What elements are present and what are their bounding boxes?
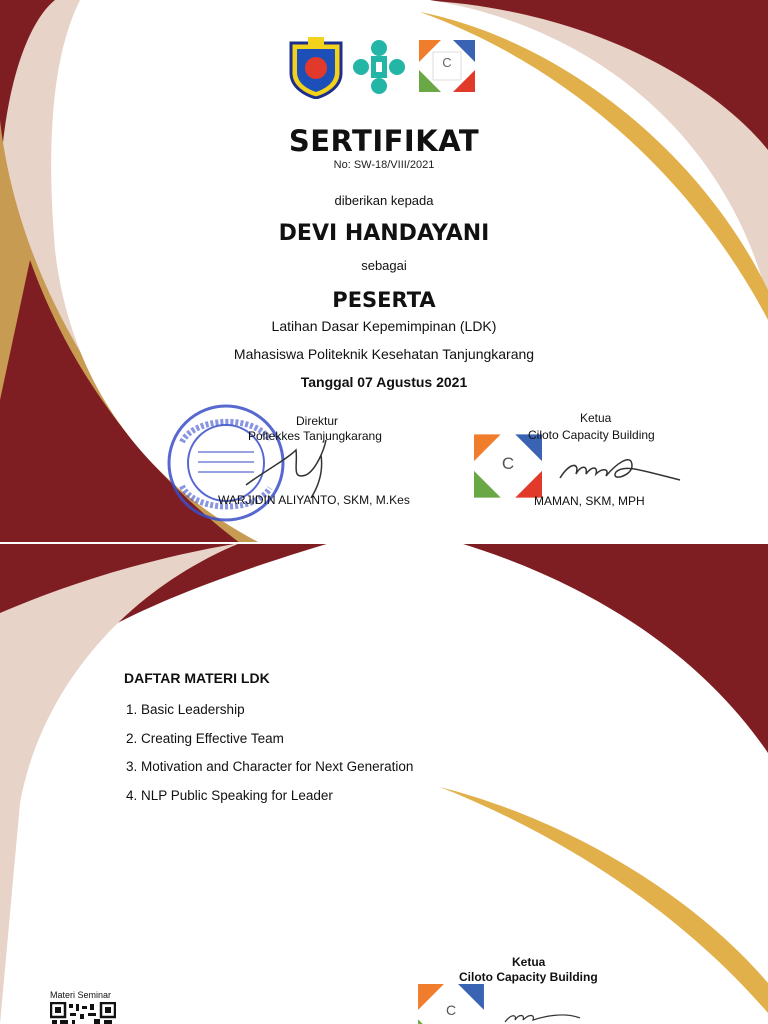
list-item: 2. Creating Effective Team <box>126 730 284 746</box>
as-label: sebagai <box>361 258 407 273</box>
list-item: 3. Motivation and Character for Next Generation <box>126 759 414 774</box>
certificate-title: SERTIFIKAT <box>288 124 480 158</box>
program-name: Latihan Dasar Kepemimpinan (LDK) <box>271 318 497 334</box>
program-audience: Mahasiswa Politeknik Kesehatan Tanjungkarang <box>233 346 535 362</box>
recipient-name: DEVI HANDAYANI <box>278 221 490 246</box>
materials-list <box>126 702 413 816</box>
ciloto-logo-letter: C <box>442 55 452 70</box>
ciloto-logo-bottom-letter: C <box>445 1002 457 1018</box>
qr-label: Materi Seminar <box>50 990 112 1000</box>
lampung-crest-logo <box>287 35 345 99</box>
left-signatory-name: WARJIDIN ALIYANTO, SKM, M.Kes <box>218 493 410 507</box>
recipient-role: PESERTA <box>332 288 436 312</box>
left-signatory-institution: Poltekkes Tanjungkarang <box>248 429 382 443</box>
list-item: 1. Basic Leadership <box>126 702 245 717</box>
program-date: Tanggal 07 Agustus 2021 <box>300 374 468 390</box>
certificate-number: No: SW-18/VIII/2021 <box>333 159 435 171</box>
given-to-label: diberikan kepada <box>334 193 434 208</box>
right-signatory-name: MAMAN, SKM, MPH <box>534 494 645 508</box>
signature-right <box>540 444 685 492</box>
kemenkes-logo <box>352 38 407 96</box>
materials-signatory-institution: Ciloto Capacity Building <box>459 970 598 984</box>
signature-bottom <box>485 1010 585 1024</box>
qr-code-icon[interactable] <box>50 1002 116 1024</box>
ciloto-logo-large-letter: C <box>501 454 515 473</box>
left-signatory-position: Direktur <box>296 414 339 428</box>
right-signatory-institution: Ciloto Capacity Building <box>528 428 655 442</box>
materials-title: DAFTAR MATERI LDK <box>124 670 270 686</box>
list-item: 4. NLP Public Speaking for Leader <box>126 787 333 803</box>
materials-signatory-position: Ketua <box>512 955 546 969</box>
page-separator <box>0 542 768 544</box>
right-signatory-position: Ketua <box>580 411 612 425</box>
